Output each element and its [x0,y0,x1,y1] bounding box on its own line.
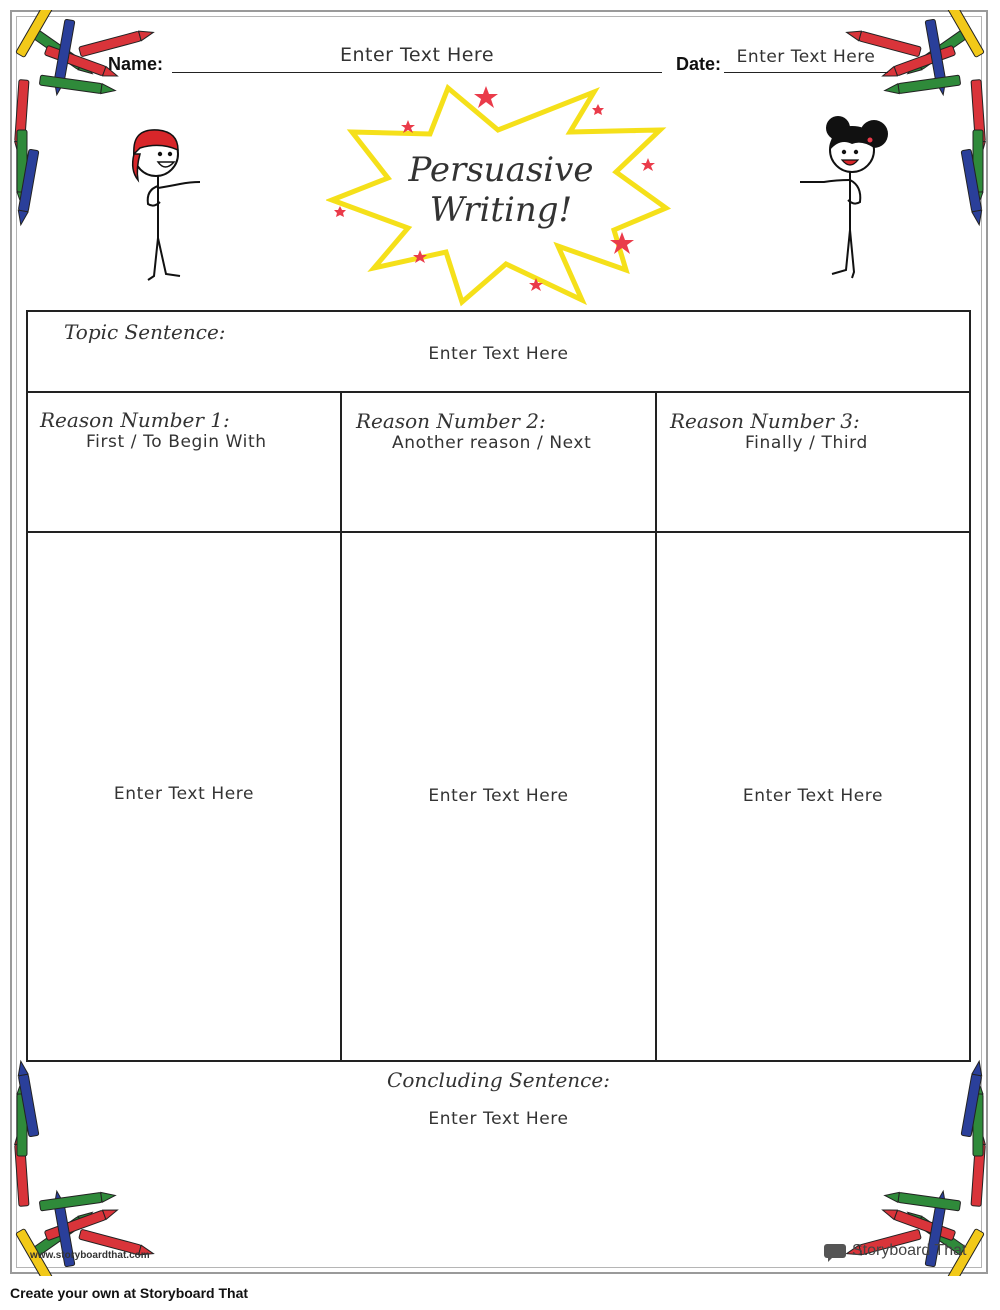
concluding-sentence-label: Concluding Sentence: [387,1068,610,1092]
banner-title-line-1: Persuasive [408,150,594,190]
date-underline [724,72,888,73]
reason-2-label: Reason Number 2: [356,409,546,433]
date-label: Date: [676,54,722,74]
reason-1-hint: First / To Begin With [86,432,267,452]
footer-credit[interactable]: Create your own at Storyboard That [10,1285,249,1301]
boy-stick-figure-icon [120,124,210,286]
crayon-cluster-icon [14,1060,155,1276]
reason-3-field[interactable]: Enter Text Here [742,786,884,806]
concluding-sentence-field[interactable]: Enter Text Here [428,1109,569,1129]
name-underline [172,72,662,73]
topic-sentence-field[interactable]: Enter Text Here [428,344,569,364]
topic-sentence-label: Topic Sentence: [64,320,226,344]
name-label: Name: [108,54,164,74]
reason-1-field[interactable]: Enter Text Here [113,784,255,804]
girl-stick-figure-icon [796,114,906,286]
reason-2-hint: Another reason / Next [392,433,592,453]
reason-1-label: Reason Number 1: [40,408,230,432]
reason-2-field[interactable]: Enter Text Here [428,786,569,806]
watermark-brand: Storyboard That [852,1242,967,1259]
name-field[interactable]: Enter Text Here [339,44,495,66]
reason-3-hint: Finally / Third [745,433,868,453]
date-field[interactable]: Enter Text Here [736,47,876,67]
storyboard-logo-icon [822,1242,852,1262]
watermark-url: www.storyboardthat.com [30,1250,150,1261]
banner-title-line-2: Writing! [429,190,573,230]
reason-3-label: Reason Number 3: [670,409,860,433]
